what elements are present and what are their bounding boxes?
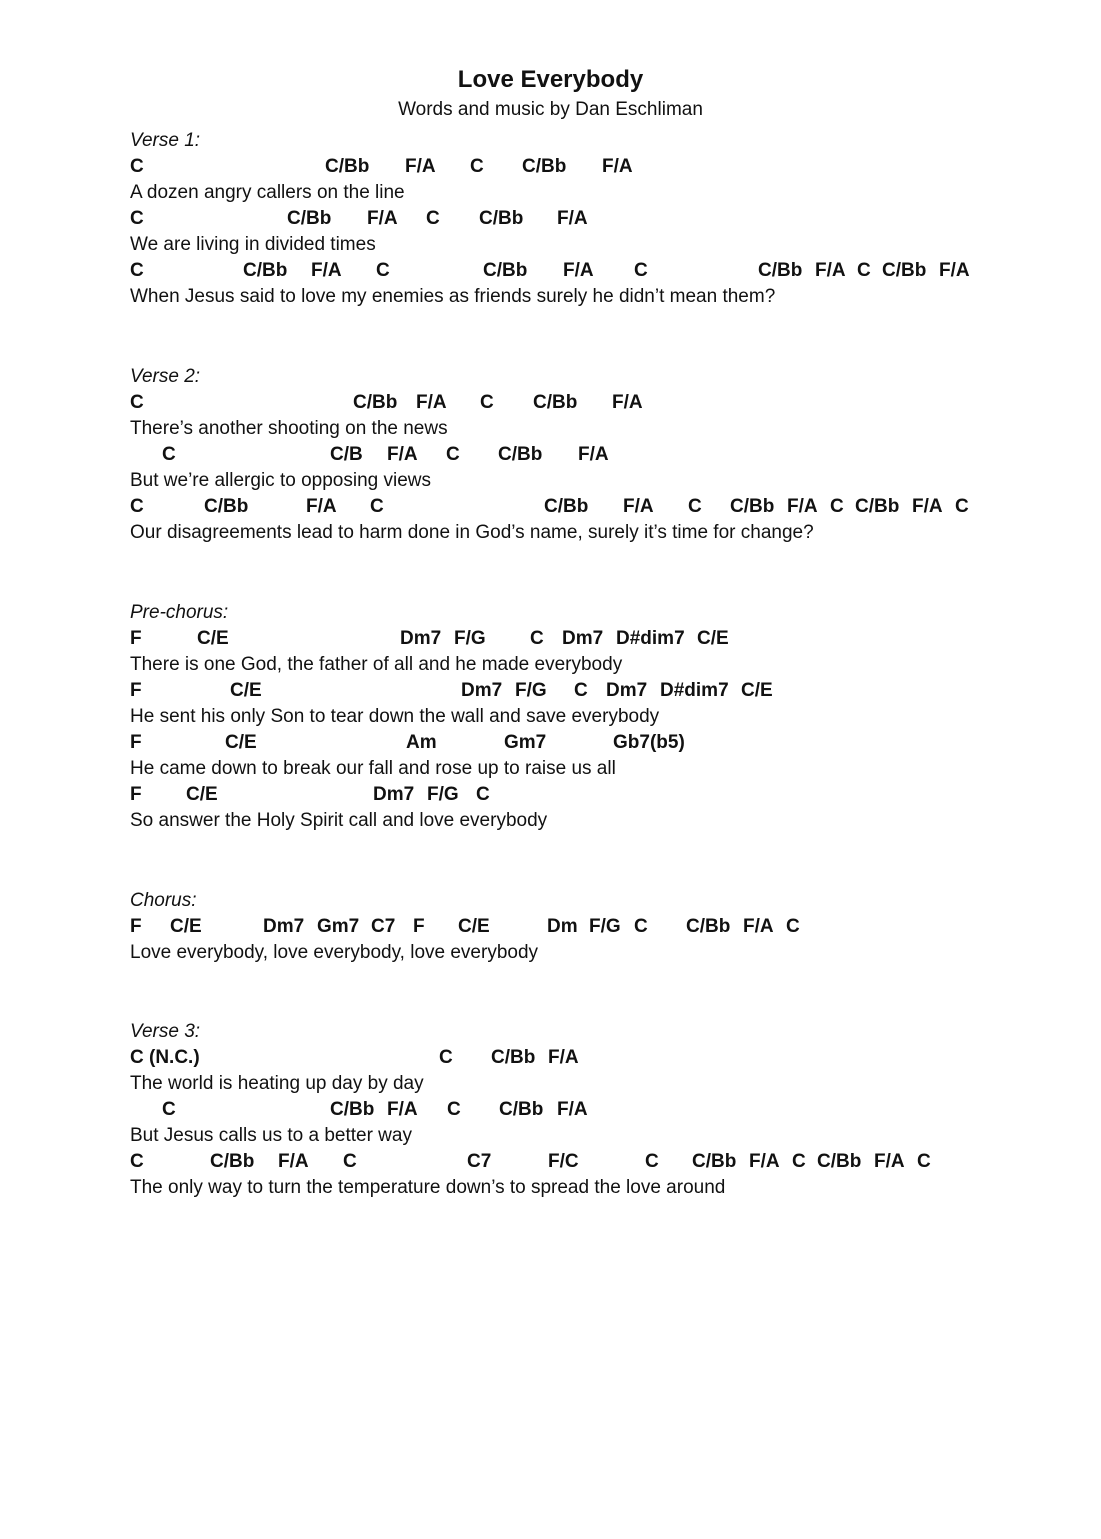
- chord: C/Bb: [353, 392, 398, 413]
- chord: F/G: [589, 916, 621, 937]
- section-label: Pre-chorus:: [130, 602, 229, 623]
- chord: C/Bb: [479, 208, 524, 229]
- chord: F: [413, 916, 425, 937]
- section-label: Verse 2:: [130, 366, 201, 387]
- chord: C (N.C.): [130, 1047, 200, 1068]
- chord: C/Bb: [758, 260, 803, 281]
- chord: C: [470, 156, 484, 177]
- chord-line: [130, 494, 969, 520]
- chord: F/A: [623, 496, 654, 517]
- lyric-line: But Jesus calls us to a better way: [130, 1125, 412, 1146]
- chord: Dm7: [461, 680, 503, 701]
- chord: C: [792, 1151, 806, 1172]
- chord: C: [634, 260, 648, 281]
- chord: C/Bb: [491, 1047, 536, 1068]
- chord: F/A: [563, 260, 594, 281]
- chord: Gb7(b5): [613, 732, 685, 753]
- chord: F/A: [306, 496, 337, 517]
- chord: C: [645, 1151, 659, 1172]
- lyric-line: The only way to turn the temperature down’s to spread the love around: [130, 1177, 726, 1198]
- chord: Gm7: [317, 916, 360, 937]
- chord: C/Bb: [730, 496, 775, 517]
- chord: C/E: [197, 628, 229, 649]
- chord: C7: [467, 1151, 492, 1172]
- lyric-line: So answer the Holy Spirit call and love everybody: [130, 810, 548, 831]
- chord: F/A: [612, 392, 643, 413]
- lyric-line: A dozen angry callers on the line: [130, 182, 405, 203]
- chord-line: [130, 782, 490, 808]
- chord: F/A: [749, 1151, 780, 1172]
- chord: C/E: [458, 916, 490, 937]
- chord: C: [688, 496, 702, 517]
- lyric-line: There is one God, the father of all and he made everybody: [130, 654, 623, 675]
- chord: F/A: [815, 260, 846, 281]
- chord: F/A: [311, 260, 342, 281]
- chord-line: [130, 390, 643, 416]
- chord-line: [130, 442, 609, 468]
- chord: C: [370, 496, 384, 517]
- section-label: Chorus:: [130, 890, 197, 911]
- chord: F: [130, 680, 142, 701]
- chord: C/Bb: [817, 1151, 862, 1172]
- song-credits: Words and music by Dan Eschliman: [398, 99, 703, 120]
- lyric-line: Our disagreements lead to harm done in God’s name, surely it’s time for change?: [130, 522, 814, 543]
- chord: Am: [406, 732, 437, 753]
- chord: F/G: [515, 680, 547, 701]
- chord: C/Bb: [499, 1099, 544, 1120]
- lyric-line: He came down to break our fall and rose up to raise us all: [130, 758, 616, 779]
- chord: D#dim7: [616, 628, 685, 649]
- chord: C/E: [741, 680, 773, 701]
- chord: F/A: [387, 1099, 418, 1120]
- chord: C: [447, 1099, 461, 1120]
- section-label: Verse 3:: [130, 1021, 201, 1042]
- chord: C: [786, 916, 800, 937]
- chord-line: [130, 678, 773, 704]
- chord: Dm7: [400, 628, 442, 649]
- chord: C/Bb: [243, 260, 288, 281]
- chord: C: [480, 392, 494, 413]
- chord: C: [857, 260, 871, 281]
- chord: F/A: [912, 496, 943, 517]
- chord: C/Bb: [522, 156, 567, 177]
- chord: C: [439, 1047, 453, 1068]
- lyric-line: When Jesus said to love my enemies as friends surely he didn’t mean them?: [130, 286, 776, 307]
- chord: F: [130, 628, 142, 649]
- chord: C/Bb: [325, 156, 370, 177]
- lyric-line: There’s another shooting on the news: [130, 418, 448, 439]
- chord: F/A: [602, 156, 633, 177]
- chord-line: [130, 626, 729, 652]
- chord: F/A: [367, 208, 398, 229]
- chord: C: [130, 208, 144, 229]
- chord: C: [426, 208, 440, 229]
- chord: F/A: [278, 1151, 309, 1172]
- chord: C/Bb: [855, 496, 900, 517]
- chord: C: [130, 392, 144, 413]
- chord: F/A: [557, 208, 588, 229]
- chord: C/E: [170, 916, 202, 937]
- chord: C: [130, 1151, 144, 1172]
- chord: F/C: [548, 1151, 579, 1172]
- chord: C/E: [697, 628, 729, 649]
- song-title: Love Everybody: [457, 66, 644, 93]
- chord: C/Bb: [287, 208, 332, 229]
- chord: C: [162, 444, 176, 465]
- chord: C: [343, 1151, 357, 1172]
- chord: C/Bb: [330, 1099, 375, 1120]
- section-label: Verse 1:: [130, 130, 201, 151]
- chord: C: [376, 260, 390, 281]
- chord: C: [955, 496, 969, 517]
- chord: C/Bb: [498, 444, 543, 465]
- chord: F/G: [427, 784, 459, 805]
- chord: C: [130, 156, 144, 177]
- chord: F/A: [557, 1099, 588, 1120]
- chord: C/Bb: [686, 916, 731, 937]
- chord: C/Bb: [882, 260, 927, 281]
- chord: C: [162, 1099, 176, 1120]
- chord: C/Bb: [544, 496, 589, 517]
- chord: C/Bb: [692, 1151, 737, 1172]
- chord-line: [130, 1149, 931, 1175]
- chord: Gm7: [504, 732, 547, 753]
- chord: C: [917, 1151, 931, 1172]
- chord: C/Bb: [210, 1151, 255, 1172]
- lyric-line: Love everybody, love everybody, love everybody: [130, 942, 539, 963]
- chord: C: [130, 260, 144, 281]
- chord: F/A: [787, 496, 818, 517]
- chord: Dm7: [562, 628, 604, 649]
- chord: F/G: [454, 628, 486, 649]
- chord: C: [476, 784, 490, 805]
- chord: C: [830, 496, 844, 517]
- chord: C/E: [186, 784, 218, 805]
- chord: F: [130, 784, 142, 805]
- chord: F/A: [578, 444, 609, 465]
- chord: Dm7: [606, 680, 648, 701]
- lyric-line: But we’re allergic to opposing views: [130, 470, 431, 491]
- chord: F/A: [548, 1047, 579, 1068]
- chord: F/A: [939, 260, 970, 281]
- chord: C: [574, 680, 588, 701]
- chord-line: [130, 1097, 588, 1123]
- chord-line: [130, 914, 800, 940]
- chord: C: [634, 916, 648, 937]
- lyric-line: He sent his only Son to tear down the wall and save everybody: [130, 706, 660, 727]
- chord: F/A: [416, 392, 447, 413]
- chord: C: [130, 496, 144, 517]
- chord: Dm: [547, 916, 578, 937]
- chord-line: [130, 154, 633, 180]
- chord-line: [130, 730, 685, 756]
- chord: F/A: [874, 1151, 905, 1172]
- chord: Dm7: [373, 784, 415, 805]
- lyric-line: We are living in divided times: [130, 234, 376, 255]
- chord: C/E: [225, 732, 257, 753]
- chord-line: [130, 206, 588, 232]
- chord: F: [130, 916, 142, 937]
- chord: D#dim7: [660, 680, 729, 701]
- chord: F/A: [743, 916, 774, 937]
- chord: F/A: [405, 156, 436, 177]
- chord: C: [530, 628, 544, 649]
- chord: C/Bb: [483, 260, 528, 281]
- chord: F: [130, 732, 142, 753]
- chord-line: [130, 1045, 579, 1071]
- chord: C: [446, 444, 460, 465]
- chord: C/B: [330, 444, 363, 465]
- chord: C/Bb: [533, 392, 578, 413]
- lyric-line: The world is heating up day by day: [130, 1073, 424, 1094]
- chord: C7: [371, 916, 396, 937]
- chord: C/Bb: [204, 496, 249, 517]
- chord-line: [130, 258, 970, 284]
- chord: C/E: [230, 680, 262, 701]
- chord: F/A: [387, 444, 418, 465]
- chord: Dm7: [263, 916, 305, 937]
